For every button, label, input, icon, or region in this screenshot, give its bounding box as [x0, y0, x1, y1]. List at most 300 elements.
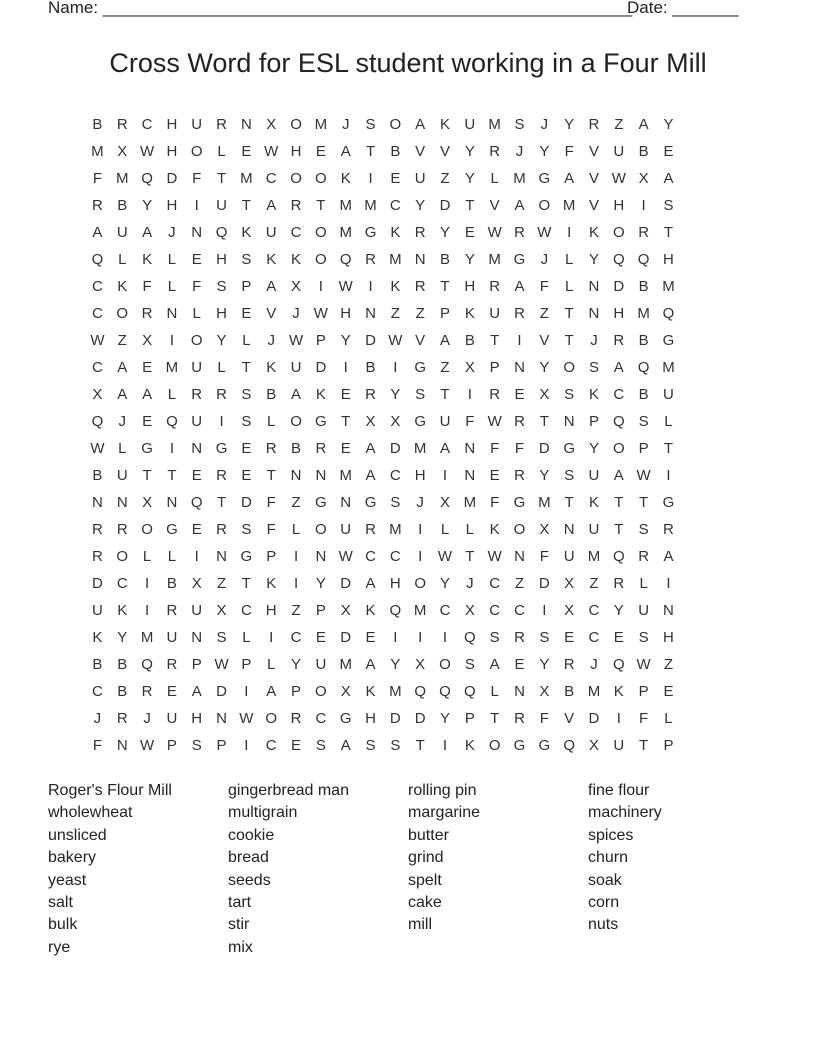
grid-letter: E: [241, 440, 252, 457]
grid-letter: O: [265, 710, 278, 727]
grid-letter: A: [117, 359, 128, 376]
grid-letter: C: [91, 305, 103, 322]
grid-letter: H: [166, 143, 178, 160]
grid-letter: Q: [141, 656, 153, 673]
grid-letter: H: [290, 143, 302, 160]
grid-letter: X: [464, 602, 475, 619]
grid-letter: C: [290, 629, 302, 646]
grid-letter: U: [191, 116, 203, 133]
grid-letter: D: [538, 575, 550, 592]
grid-letter: I: [666, 575, 671, 592]
grid-letter: J: [143, 710, 151, 727]
grid-letter: G: [538, 737, 551, 754]
grid-letter: J: [540, 251, 549, 268]
grid-letter: P: [166, 737, 177, 754]
grid-letter: U: [613, 737, 625, 754]
grid-letter: Y: [464, 251, 475, 268]
grid-letter: S: [241, 251, 252, 268]
grid-letter: L: [664, 413, 673, 430]
grid-letter: L: [267, 656, 276, 673]
grid-letter: X: [216, 602, 227, 619]
grid-letter: C: [514, 602, 525, 619]
grid-letter: I: [169, 440, 174, 457]
grid-letter: G: [141, 440, 153, 457]
grid-letter: C: [389, 548, 401, 565]
grid-letter: Q: [612, 656, 625, 673]
grid-letter: H: [191, 710, 203, 727]
grid-letter: Y: [117, 629, 128, 646]
grid-letter: B: [92, 656, 103, 673]
date-field-label: Date: _______: [627, 0, 739, 17]
grid-letter: N: [588, 278, 600, 295]
grid-letter: H: [365, 710, 376, 727]
grid-row: [85, 709, 731, 736]
grid-row: [85, 520, 731, 547]
grid-letter: Z: [390, 305, 400, 322]
grid-letter: C: [613, 386, 625, 403]
grid-letter: H: [340, 305, 352, 322]
grid-letter: I: [517, 332, 522, 349]
grid-letter: R: [563, 656, 575, 673]
grid-letter: R: [514, 305, 525, 322]
grid-letter: J: [118, 413, 126, 430]
grid-letter: M: [165, 359, 179, 376]
grid-letter: W: [537, 224, 552, 241]
grid-letter: L: [217, 359, 226, 376]
grid-letter: U: [191, 359, 203, 376]
grid-letter: I: [418, 521, 423, 538]
word-bank-item: cake: [408, 894, 442, 912]
grid-letter: N: [216, 548, 227, 565]
grid-letter: U: [116, 467, 128, 484]
grid-letter: N: [588, 305, 600, 322]
grid-letter: K: [365, 602, 376, 619]
grid-letter: O: [612, 224, 625, 241]
word-bank-item: rolling pin: [408, 782, 477, 799]
header-line: [48, 0, 748, 22]
grid-letter: L: [564, 278, 574, 295]
grid-row: [85, 358, 731, 385]
grid-letter: Z: [663, 656, 674, 673]
grid-letter: W: [264, 143, 279, 160]
grid-letter: T: [216, 494, 227, 511]
grid-letter: E: [142, 413, 153, 430]
grid-letter: A: [638, 116, 649, 133]
grid-letter: U: [663, 386, 674, 403]
grid-letter: U: [588, 467, 600, 484]
word-bank-item: soak: [588, 871, 622, 889]
grid-letter: M: [339, 656, 352, 673]
grid-letter: S: [489, 629, 500, 646]
grid-letter: I: [418, 548, 423, 565]
grid-letter: Y: [142, 197, 153, 214]
word-bank-item: stir: [228, 916, 250, 934]
grid-letter: Y: [440, 710, 451, 727]
grid-letter: I: [269, 629, 274, 646]
grid-letter: W: [139, 737, 155, 754]
grid-letter: Z: [291, 494, 301, 511]
grid-letter: E: [191, 521, 202, 538]
grid-letter: F: [539, 548, 549, 565]
grid-letter: A: [266, 278, 277, 295]
word-bank-item: grind: [408, 849, 444, 867]
grid-letter: L: [217, 143, 226, 160]
grid-letter: O: [439, 656, 451, 673]
grid-letter: V: [539, 332, 550, 349]
grid-letter: N: [191, 629, 203, 646]
grid-letter: R: [265, 440, 277, 457]
grid-letter: F: [266, 494, 276, 511]
grid-letter: A: [340, 737, 351, 754]
grid-letter: N: [91, 494, 103, 511]
grid-letter: N: [166, 494, 178, 511]
grid-letter: K: [440, 116, 451, 133]
grid-letter: D: [365, 332, 376, 349]
grid-letter: K: [588, 494, 599, 511]
grid-letter: P: [464, 710, 475, 727]
grid-letter: Q: [439, 683, 451, 700]
grid-letter: I: [244, 683, 249, 700]
grid-letter: H: [389, 575, 401, 592]
grid-letter: O: [290, 170, 302, 187]
grid-letter: X: [340, 602, 351, 619]
grid-letter: S: [191, 737, 202, 754]
grid-letter: I: [343, 359, 348, 376]
grid-letter: C: [141, 116, 153, 133]
grid-letter: K: [291, 251, 302, 268]
grid-letter: H: [663, 629, 674, 646]
grid-letter: R: [216, 386, 227, 403]
grid-letter: D: [166, 170, 178, 187]
word-bank-item: machinery: [588, 804, 662, 822]
grid-letter: D: [588, 710, 600, 727]
grid-letter: L: [167, 548, 177, 565]
grid-row: [85, 493, 731, 520]
grid-letter: W: [214, 656, 229, 673]
grid-letter: N: [116, 494, 128, 511]
grid-letter: E: [241, 305, 252, 322]
grid-letter: X: [291, 278, 302, 295]
grid-letter: Y: [464, 143, 475, 160]
grid-letter: M: [314, 116, 328, 133]
grid-letter: M: [364, 197, 377, 214]
letter-grid: [85, 115, 731, 763]
grid-letter: U: [613, 143, 625, 160]
grid-letter: I: [418, 629, 423, 646]
grid-letter: P: [638, 683, 649, 700]
grid-letter: I: [293, 548, 299, 565]
grid-letter: J: [466, 575, 474, 592]
grid-letter: R: [290, 197, 302, 214]
grid-letter: A: [340, 143, 351, 160]
grid-letter: N: [240, 116, 252, 133]
grid-letter: R: [315, 440, 327, 457]
grid-letter: W: [487, 224, 502, 241]
grid-letter: N: [514, 683, 525, 700]
grid-letter: E: [142, 359, 153, 376]
grid-letter: T: [614, 494, 624, 511]
grid-letter: I: [194, 548, 199, 565]
grid-letter: F: [564, 143, 574, 160]
grid-letter: B: [390, 143, 401, 160]
grid-letter: P: [191, 656, 202, 673]
grid-row: [85, 142, 731, 169]
grid-letter: L: [639, 575, 648, 592]
grid-letter: L: [291, 521, 301, 538]
grid-letter: J: [267, 332, 275, 349]
grid-letter: O: [389, 116, 402, 133]
grid-letter: T: [663, 440, 674, 457]
grid-letter: A: [365, 575, 376, 592]
grid-letter: B: [638, 143, 649, 160]
grid-letter: R: [613, 332, 625, 349]
grid-letter: H: [414, 467, 426, 484]
grid-letter: H: [663, 251, 674, 268]
grid-letter: S: [464, 656, 475, 673]
grid-letter: S: [390, 737, 401, 754]
grid-letter: R: [116, 710, 128, 727]
grid-letter: E: [191, 251, 202, 268]
grid-letter: F: [490, 440, 500, 457]
grid-letter: K: [92, 629, 103, 646]
grid-letter: E: [514, 386, 525, 403]
grid-letter: D: [414, 710, 426, 727]
grid-letter: K: [588, 224, 599, 241]
grid-letter: Q: [612, 251, 625, 268]
word-column: [588, 780, 768, 959]
grid-letter: Y: [291, 656, 302, 673]
grid-letter: J: [515, 143, 524, 160]
grid-letter: F: [92, 737, 102, 754]
grid-letter: B: [638, 278, 649, 295]
grid-letter: E: [390, 170, 401, 187]
grid-letter: R: [514, 224, 525, 241]
grid-letter: W: [239, 710, 254, 727]
word-bank-item: bulk: [48, 916, 78, 934]
grid-letter: M: [488, 251, 501, 268]
grid-letter: G: [364, 494, 377, 511]
grid-letter: F: [192, 170, 202, 187]
grid-letter: Y: [564, 116, 575, 133]
grid-letter: Q: [464, 629, 476, 646]
grid-letter: V: [440, 143, 451, 160]
grid-letter: T: [639, 737, 649, 754]
grid-letter: S: [638, 521, 649, 538]
grid-letter: K: [390, 224, 401, 241]
grid-letter: F: [142, 278, 152, 295]
grid-letter: R: [216, 521, 227, 538]
grid-letter: Y: [539, 359, 550, 376]
grid-row: [85, 439, 731, 466]
grid-letter: A: [365, 440, 376, 457]
word-column: [228, 780, 408, 959]
word-bank-item: seeds: [228, 871, 271, 889]
grid-letter: L: [142, 548, 152, 565]
grid-letter: A: [142, 386, 153, 403]
word-bank-item: multigrain: [228, 804, 298, 822]
grid-letter: N: [414, 251, 426, 268]
grid-letter: U: [638, 602, 650, 619]
grid-letter: O: [488, 737, 501, 754]
grid-letter: W: [636, 467, 651, 484]
grid-letter: D: [216, 683, 227, 700]
grid-letter: W: [388, 332, 403, 349]
grid-letter: V: [564, 710, 575, 727]
grid-letter: U: [216, 197, 227, 214]
grid-letter: F: [465, 413, 475, 430]
grid-letter: A: [613, 359, 624, 376]
grid-letter: K: [266, 359, 277, 376]
grid-letter: O: [315, 224, 327, 241]
word-bank-item: bread: [228, 849, 269, 867]
grid-letter: T: [241, 359, 251, 376]
grid-letter: Q: [339, 251, 352, 268]
grid-letter: Q: [414, 683, 427, 700]
grid-letter: N: [216, 710, 227, 727]
grid-letter: R: [489, 143, 501, 160]
grid-letter: T: [639, 494, 649, 511]
grid-letter: R: [116, 521, 128, 538]
grid-letter: Z: [415, 305, 425, 322]
grid-letter: T: [465, 197, 475, 214]
grid-letter: A: [489, 656, 500, 673]
grid-letter: M: [339, 224, 352, 241]
grid-letter: K: [142, 251, 153, 268]
grid-letter: N: [191, 224, 203, 241]
grid-letter: M: [587, 683, 601, 700]
word-bank-item: margarine: [408, 804, 481, 822]
grid-row: [85, 682, 731, 709]
grid-letter: K: [340, 170, 351, 187]
grid-letter: T: [564, 332, 574, 349]
grid-letter: I: [318, 278, 323, 295]
grid-letter: G: [513, 494, 526, 511]
grid-letter: B: [464, 332, 475, 349]
grid-letter: R: [166, 656, 178, 673]
grid-letter: T: [241, 575, 251, 592]
grid-letter: S: [539, 629, 550, 646]
grid-letter: G: [538, 170, 551, 187]
grid-letter: G: [513, 737, 526, 754]
grid-letter: X: [142, 494, 153, 511]
grid-letter: E: [464, 224, 475, 241]
grid-letter: V: [588, 197, 599, 214]
grid-letter: X: [539, 521, 550, 538]
word-bank-item: bakery: [48, 849, 97, 867]
grid-letter: B: [166, 575, 177, 592]
grid-letter: F: [490, 494, 500, 511]
grid-letter: S: [365, 737, 376, 754]
grid-letter: B: [365, 359, 376, 376]
grid-letter: A: [117, 386, 128, 403]
grid-row: [85, 628, 731, 655]
grid-letter: A: [440, 440, 451, 457]
grid-letter: X: [638, 170, 649, 187]
word-bank-item: tart: [228, 894, 252, 912]
grid-letter: P: [588, 413, 599, 430]
grid-letter: O: [315, 521, 327, 538]
grid-letter: L: [490, 683, 499, 700]
grid-letter: E: [663, 683, 674, 700]
grid-letter: T: [465, 548, 475, 565]
grid-letter: T: [539, 413, 549, 430]
grid-letter: X: [464, 359, 475, 376]
grid-letter: Z: [440, 359, 450, 376]
grid-letter: S: [365, 116, 376, 133]
grid-letter: S: [241, 521, 252, 538]
grid-letter: R: [514, 467, 525, 484]
grid-letter: O: [141, 521, 153, 538]
grid-letter: E: [489, 467, 500, 484]
grid-letter: B: [117, 197, 128, 214]
grid-letter: C: [588, 602, 600, 619]
word-bank-item: spices: [588, 826, 634, 844]
grid-letter: U: [166, 710, 178, 727]
grid-letter: B: [564, 683, 575, 700]
grid-letter: R: [216, 116, 227, 133]
grid-letter: T: [564, 305, 574, 322]
grid-letter: L: [664, 710, 673, 727]
grid-letter: R: [613, 575, 625, 592]
grid-row: [85, 601, 731, 628]
grid-letter: Y: [663, 116, 674, 133]
grid-letter: S: [638, 629, 649, 646]
grid-letter: I: [194, 197, 199, 214]
grid-letter: E: [315, 629, 326, 646]
grid-letter: S: [638, 413, 649, 430]
grid-letter: P: [266, 548, 277, 565]
grid-letter: C: [91, 683, 103, 700]
grid-letter: U: [489, 305, 501, 322]
grid-letter: Q: [215, 224, 228, 241]
grid-letter: S: [216, 629, 227, 646]
grid-row: [85, 277, 731, 304]
grid-letter: I: [442, 467, 448, 484]
grid-letter: X: [564, 602, 575, 619]
grid-letter: A: [142, 224, 153, 241]
grid-letter: R: [216, 467, 227, 484]
grid-letter: Z: [514, 575, 525, 592]
grid-letter: Q: [389, 602, 402, 619]
grid-letter: O: [315, 170, 327, 187]
grid-row: [85, 169, 731, 196]
grid-letter: X: [539, 386, 550, 403]
grid-letter: R: [489, 278, 501, 295]
grid-letter: J: [292, 305, 300, 322]
grid-row: [85, 196, 731, 223]
grid-letter: I: [393, 359, 398, 376]
grid-letter: T: [614, 521, 624, 538]
word-bank-item: corn: [588, 894, 620, 912]
grid-letter: S: [564, 386, 575, 403]
grid-letter: R: [414, 224, 426, 241]
grid-letter: W: [487, 548, 502, 565]
grid-letter: K: [315, 386, 326, 403]
grid-letter: A: [92, 224, 103, 241]
grid-letter: T: [365, 143, 376, 160]
grid-letter: F: [92, 170, 102, 187]
grid-letter: G: [339, 710, 352, 727]
grid-letter: T: [266, 467, 276, 484]
grid-letter: G: [662, 494, 675, 511]
grid-letter: K: [489, 521, 500, 538]
grid-row: [85, 736, 731, 763]
grid-letter: Q: [612, 413, 625, 430]
grid-letter: L: [167, 278, 177, 295]
grid-letter: M: [389, 251, 402, 268]
grid-letter: R: [638, 224, 650, 241]
grid-row: [85, 223, 731, 250]
